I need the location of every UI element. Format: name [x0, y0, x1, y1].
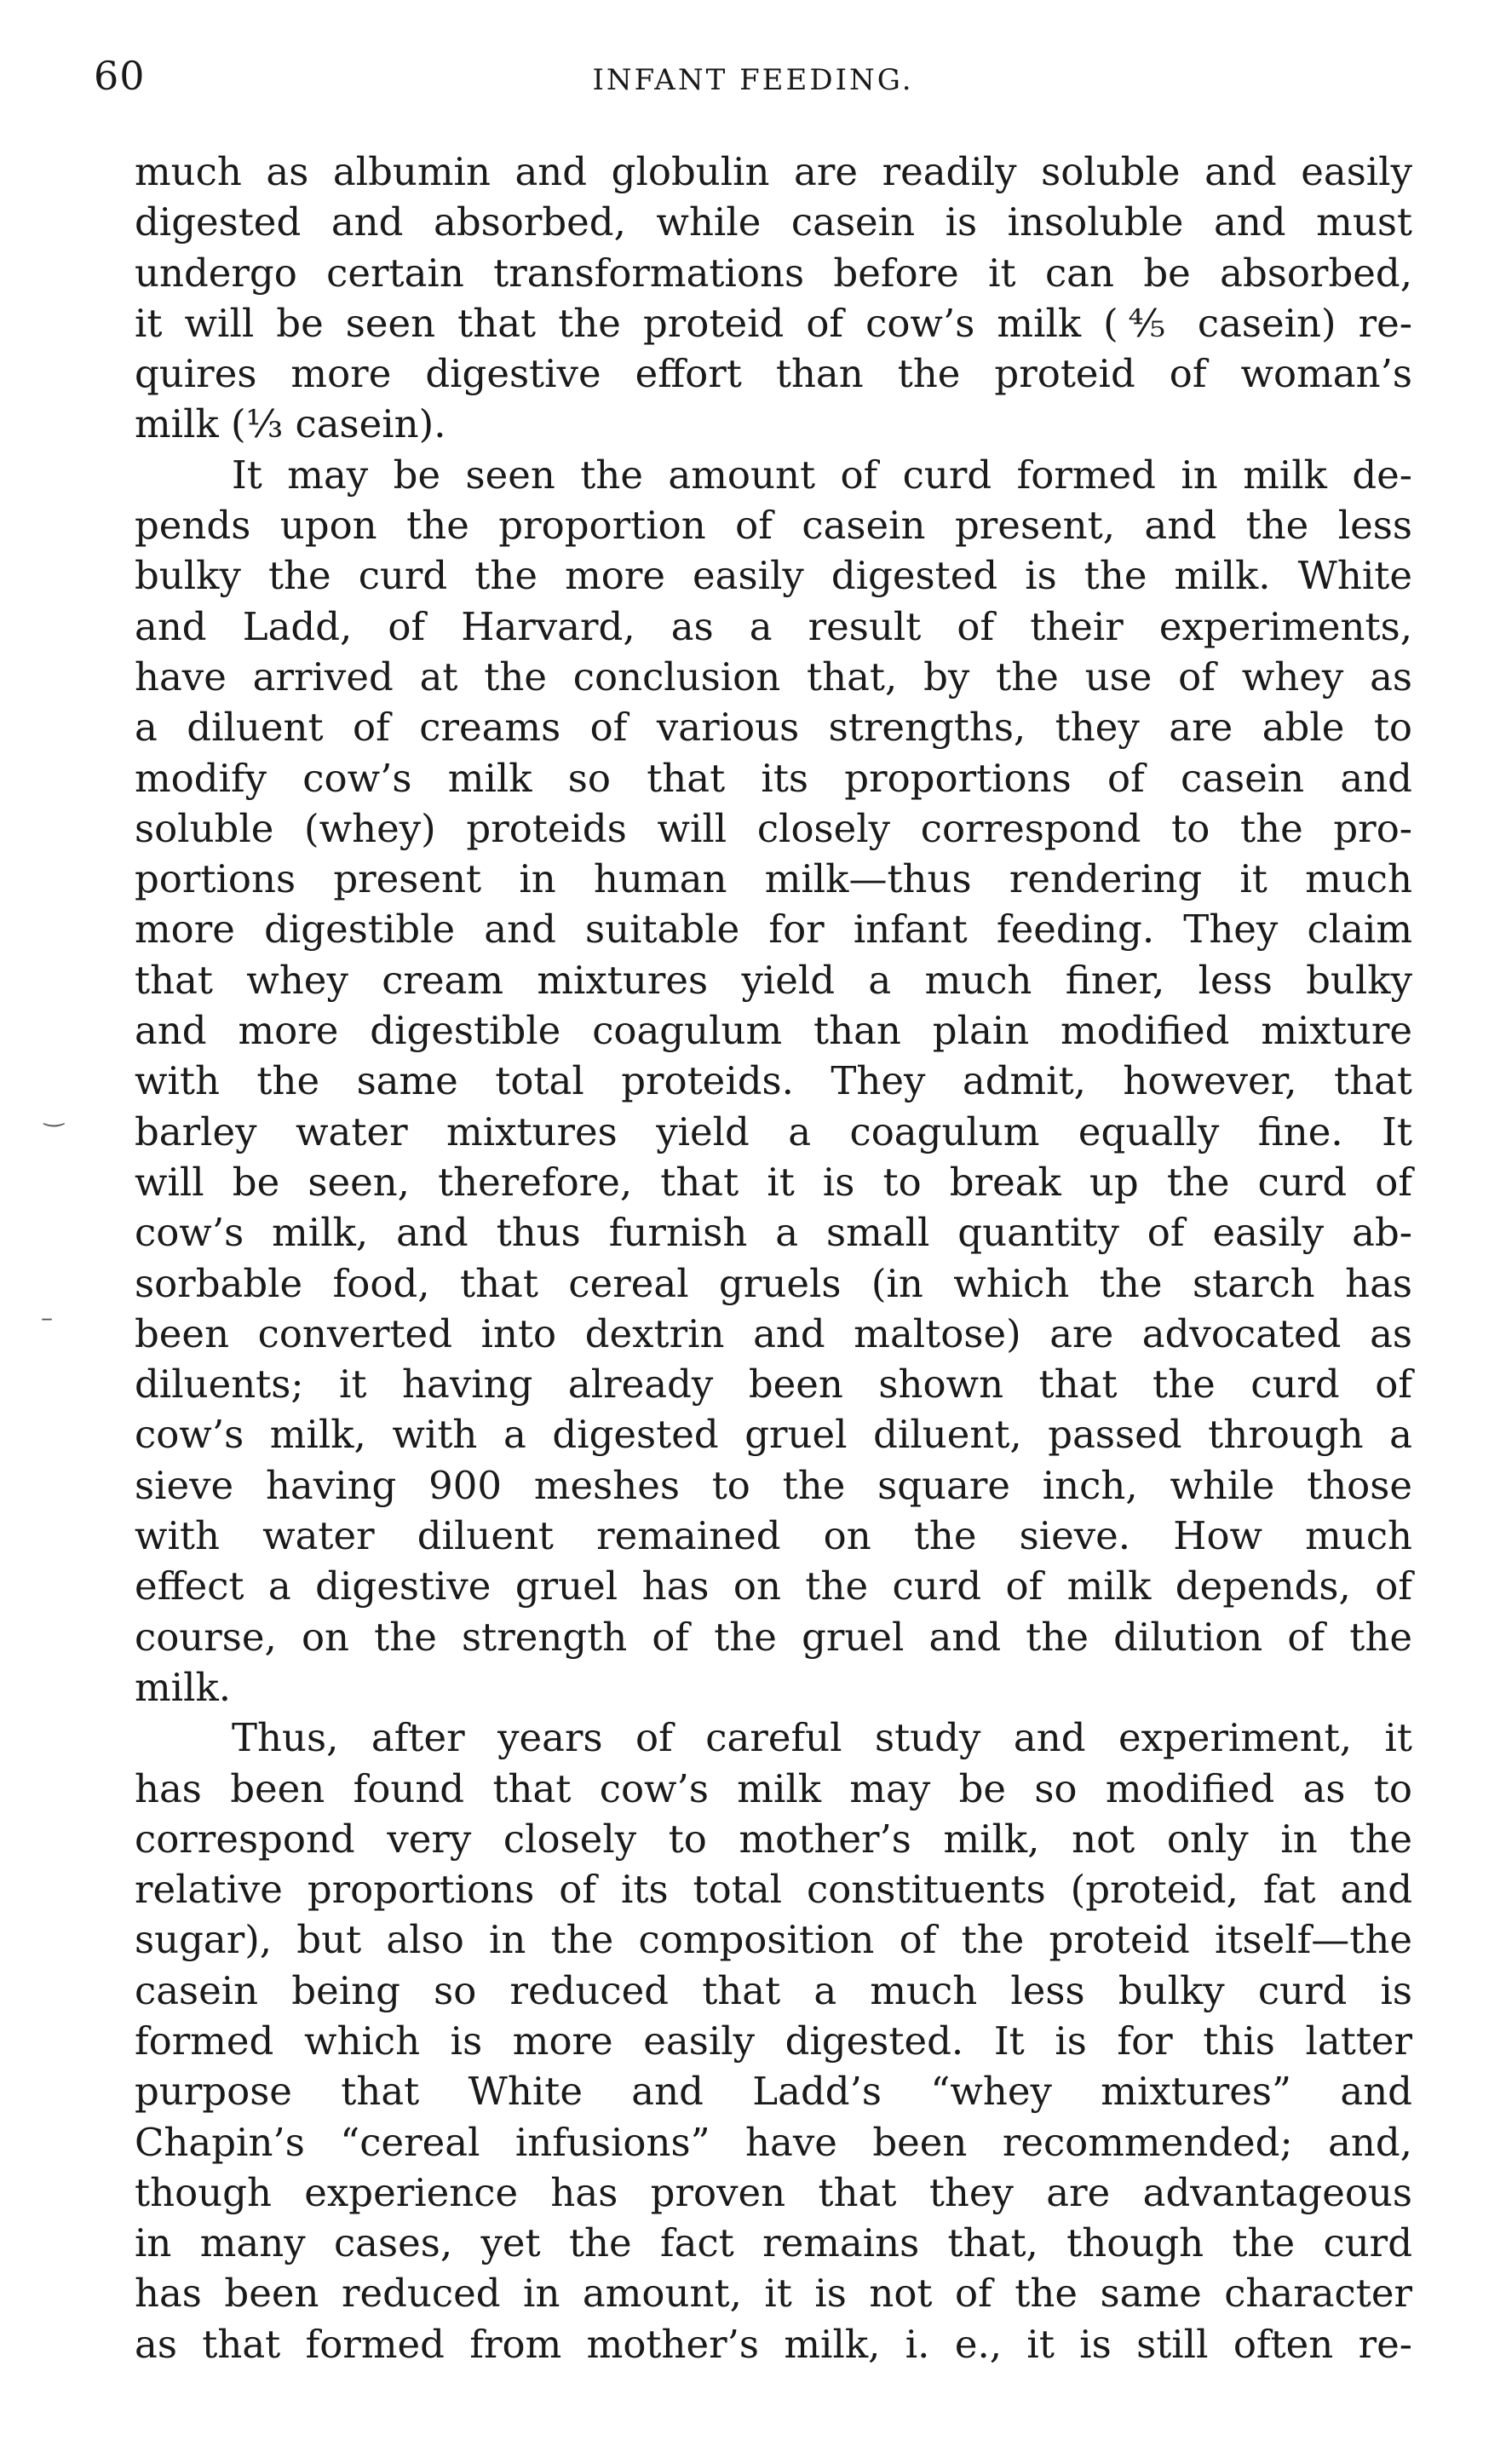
text-line: has been found that cow’s milk may be so modified as to: [135, 1765, 1412, 1811]
margin-mark: –: [41, 1304, 53, 1332]
text-line: effect a digestive gruel has on the curd of milk depends, of: [135, 1563, 1412, 1609]
text-line: purpose that White and Ladd’s “whey mixtures” and: [135, 2069, 1412, 2115]
text-line: have arrived at the conclusion that, by the use of whey as: [135, 653, 1412, 699]
text-line: digested and absorbed, while casein is insoluble and must: [135, 199, 1412, 245]
text-line: will be seen, therefore, that it is to break up the curd of: [135, 1159, 1412, 1205]
page-number: 60: [94, 53, 146, 99]
text-line: cow’s milk, and thus furnish a small quantity of easily ab-: [135, 1210, 1412, 1256]
body-text: [135, 147, 1412, 2369]
text-line: with the same total proteids. They admit, however, that: [135, 1058, 1412, 1104]
text-line: milk (⅓ casein).: [135, 401, 446, 447]
text-line: relative proportions of its total constituents (proteid, fat and: [135, 1867, 1412, 1913]
margin-mark: ‿: [44, 1099, 64, 1127]
text-line: sieve having 900 meshes to the square inch, while those: [135, 1462, 1412, 1508]
text-line: cow’s milk, with a digested gruel diluent, passed through a: [135, 1412, 1412, 1458]
text-line: casein being so reduced that a much less bulky curd is: [135, 1967, 1412, 2013]
text-line: that whey cream mixtures yield a much finer, less bulky: [135, 957, 1412, 1003]
text-line: portions present in human milk—thus rendering it much: [135, 856, 1412, 902]
text-line: pends upon the proportion of casein present, and the less: [135, 503, 1412, 549]
text-line: sorbable food, that cereal gruels (in which the starch has: [135, 1260, 1412, 1306]
text-line: barley water mixtures yield a coagulum equally fine. It: [135, 1108, 1412, 1154]
text-line: more digestible and suitable for infant feeding. They claim: [135, 907, 1412, 953]
text-line: with water diluent remained on the sieve. How much: [135, 1513, 1412, 1559]
text-line: Thus, after years of careful study and experiment, it: [232, 1715, 1412, 1761]
text-line: and Ladd, of Harvard, as a result of their experiments,: [135, 603, 1412, 649]
text-line: it will be seen that the proteid of cow’s milk (⅘ casein) re-: [135, 300, 1412, 346]
text-line: much as albumin and globulin are readily soluble and easily: [135, 149, 1412, 194]
text-line: a diluent of creams of various strengths, they are able to: [135, 705, 1412, 751]
text-line: correspond very closely to mother’s milk, not only in the: [135, 1816, 1412, 1862]
text-line: in many cases, yet the fact remains that, though the curd: [135, 2220, 1412, 2266]
text-line: modify cow’s milk so that its proportions of casein and: [135, 755, 1412, 801]
text-line: bulky the curd the more easily digested is the milk. White: [135, 553, 1412, 599]
text-line: Chapin’s “cereal infusions” have been recommended; and,: [135, 2119, 1412, 2165]
text-line: and more digestible coagulum than plain modified mixture: [135, 1008, 1412, 1054]
text-line: soluble (whey) proteids will closely correspond to the pro-: [135, 805, 1412, 851]
text-line: quires more digestive effort than the proteid of woman’s: [135, 351, 1412, 397]
text-line: has been reduced in amount, it is not of the same character: [135, 2271, 1412, 2317]
text-line: undergo certain transformations before it can be absorbed,: [135, 250, 1412, 296]
text-line: milk.: [135, 1664, 232, 1710]
text-line: though experience has proven that they are advantageous: [135, 2169, 1412, 2215]
text-line: formed which is more easily digested. It is for this latter: [135, 2018, 1412, 2064]
text-line: sugar), but also in the composition of the proteid itself—the: [135, 1917, 1412, 1963]
text-line: as that formed from mother’s milk, i. e., it is still often re-: [135, 2321, 1412, 2367]
running-head: INFANT FEEDING.: [592, 63, 914, 97]
text-line: It may be seen the amount of curd formed in milk de-: [232, 452, 1412, 498]
text-line: diluents; it having already been shown that the curd of: [135, 1362, 1412, 1408]
text-line: been converted into dextrin and maltose) are advocated as: [135, 1310, 1412, 1356]
text-line: course, on the strength of the gruel and the dilution of the: [135, 1614, 1412, 1660]
